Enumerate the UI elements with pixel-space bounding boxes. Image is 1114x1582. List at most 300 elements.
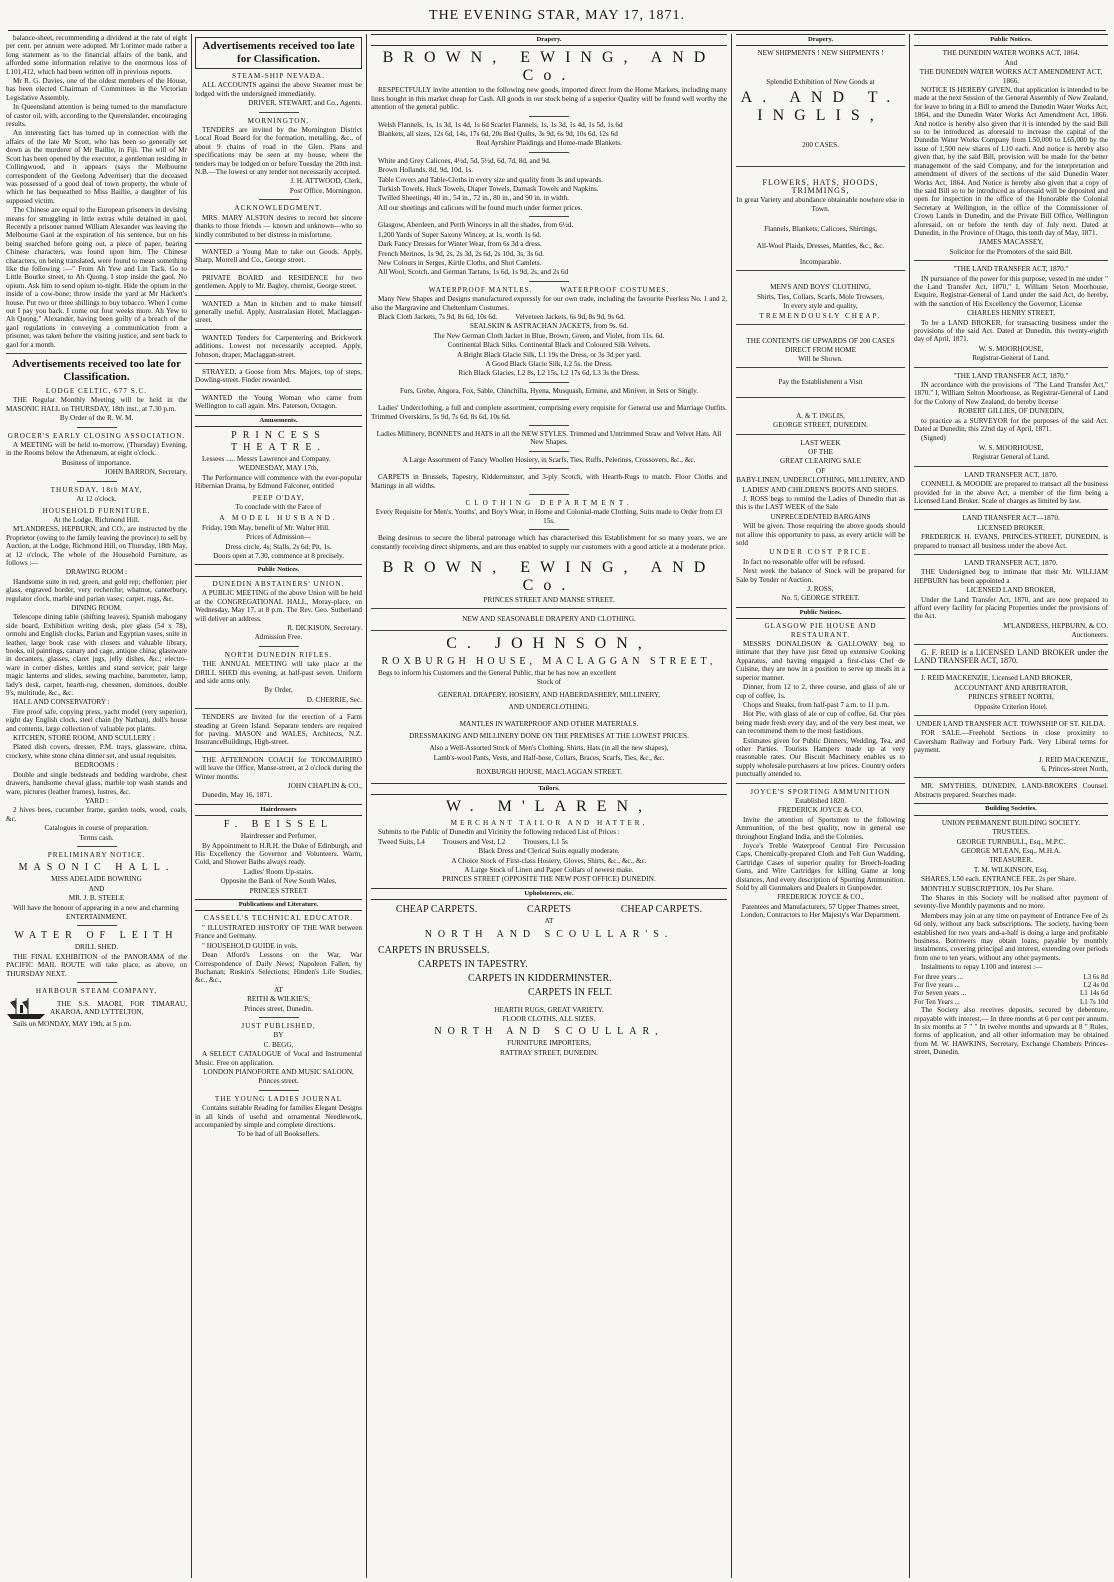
ad-line: 200 CASES. bbox=[802, 141, 839, 150]
section-heading: Advertisements received too late for Classification. bbox=[11, 358, 181, 384]
sale-line: OF bbox=[815, 466, 826, 475]
ad-note: Admission Free. bbox=[254, 633, 303, 642]
notice-title: "THE LAND TRANSFER ACT, 1870." bbox=[953, 265, 1069, 274]
society-body: SHARES, L50 each. ENTRANCE FEE, 2s per Share. bbox=[921, 875, 1077, 884]
table-cell: For Seven years ... bbox=[914, 989, 967, 998]
ad-line: In every style and quality, bbox=[783, 302, 858, 311]
hairdresser-sub: Hairdresser and Perfumer, bbox=[240, 832, 317, 841]
divider bbox=[914, 509, 1108, 510]
divider bbox=[77, 846, 117, 847]
society-name: GEORGE M'LEAN, Esq., M.H.A. bbox=[961, 846, 1061, 855]
hairdresser-title: F. BEISSEL bbox=[223, 819, 334, 831]
goods-line: French Merinos, 1s 9d, 2s, 2s 3d, 2s 6d, 2s 10d, 3s, 3s 6d. bbox=[378, 249, 544, 258]
johnson-addr: ROXBURGH HOUSE, MACLAGGAN STREET. bbox=[476, 768, 622, 777]
auction-date: THURSDAY, 18th MAY, bbox=[50, 485, 143, 494]
divider bbox=[529, 281, 569, 282]
ad-body: Estimates given for Public Dinners, Wedding, Tea, and other Parties. Tourists Hampers made up at very reasonable rates. Our Biscuit Machinery enables us to supply wholesale purchasers at low prices. Country orders punctually attended to. bbox=[736, 736, 905, 779]
hairdresser-addr: Opposite the Bank of New South Wales, bbox=[220, 877, 337, 886]
small-ad: STRAYED, a Goose from Mrs. Majors, top of steps, Dowling-street. Finder rewarded. bbox=[195, 367, 362, 385]
theatre-prices-title: Prices of Admission— bbox=[245, 533, 312, 542]
column-3 bbox=[371, 34, 727, 1578]
divider bbox=[371, 608, 727, 609]
table-cell: L2 4s 0d bbox=[1083, 981, 1108, 989]
ad-body: THE Regular Monthly Meeting will be held in the MASONIC HALL on THURSDAY, 18th inst., at 7.30 p.m. bbox=[6, 396, 187, 413]
small-ad: WANTED a Young Man to take out Goods. Apply, Sharp, Morrell and Co., George street. bbox=[195, 247, 362, 265]
divider bbox=[529, 494, 569, 495]
theatre-play: PEEP O'DAY, bbox=[252, 493, 305, 502]
firm-title: BROWN, EWING, AND Co. bbox=[382, 49, 716, 85]
theatre-doors: Doors open at 7.30, commence at 8 precisely. bbox=[213, 552, 344, 561]
auction-section-title: BEDROOMS : bbox=[74, 761, 119, 770]
sale-line: LAST WEEK bbox=[800, 438, 841, 447]
venue-title: MASONIC HALL. bbox=[18, 862, 175, 874]
divider bbox=[259, 112, 299, 113]
notice-title: LAND TRANSFER ACT, 1870. bbox=[964, 558, 1058, 567]
masthead-rule bbox=[8, 30, 1106, 31]
carpets-rugs: HEARTH RUGS, GREAT VARIETY. bbox=[494, 1005, 604, 1014]
ad-addr: Princes street. bbox=[258, 1077, 299, 1086]
category-band: Tailors. bbox=[371, 783, 727, 795]
auction-title: HOUSEHOLD FURNITURE. bbox=[42, 506, 151, 515]
column-4 bbox=[736, 34, 905, 1578]
carpets-top: CHEAP CARPETS. bbox=[620, 904, 703, 916]
johnson-line: GENERAL DRAPERY, HOSIERY, AND HABERDASHERY, MILLINERY, bbox=[438, 690, 660, 699]
ad-date: Dunedin, May 16, 1871. bbox=[202, 791, 273, 800]
notice-signature: Auctioneers. bbox=[1071, 631, 1108, 640]
ad-signature: DRIVER, STEWART, and Co., Agents. bbox=[248, 99, 362, 108]
ad-signature: JOHN CHAPLIN & CO., bbox=[287, 782, 362, 790]
ad-body: Joyce's Treble Waterproof Central Fire Percussion Caps, Chemically-prepared Cloth and Felt Gun Wadding, Cartridge Cases of superior quality for Breech-loading Guns, and Wire Cartridges for killing Game at long distances, And every description of Sporting Ammunition. Sold by all Gunmakers and Dealers in Gunpowder. bbox=[736, 842, 905, 893]
notice-body: NOTICE IS HEREBY GIVEN, that application is intended to be made at the next Session of the General Assembly of New Zealand, for leave to bring in a Bill to amend the Dunedin Water Works Act, 1864, and the Dunedin Water Works Act Amendment Act, 1866. And notice is hereby also given that it is intended by the said Bill so to be introduced as aforesaid to increase the capital of the Dunedin Water Works Company from L50,000 to L65,000 by the issue of 1,500 new shares of L10 each. And notice is hereby also given that, by the said Bill, provision will be made for the better management of the said Company, and for the interpretation and amendment of divers of the sections of the said Dunedin Water Works Act, 1864. And Notice is hereby also given that a copy of the said Bill so to be introduced as aforesaid will be deposited and open for inspection in the office of the Honorable the Colonial Secretary at Wellington, in the office of the Commissioner of Crown Lands in Dunedin, and the Private Bill Office, Wellington aforesaid, on or before the tenth day of July next. Dated at Dunedin, in the Province of Otago, this tenth day of May, 1871. bbox=[914, 86, 1108, 237]
divider bbox=[195, 389, 362, 390]
category-band: Drapery. bbox=[736, 34, 905, 46]
carpets-top: CHEAP CARPETS. bbox=[395, 904, 478, 916]
divider bbox=[259, 1017, 299, 1018]
ad-body: Will have the honour of appearing in a new and charming bbox=[13, 903, 179, 912]
inglis-title: A. AND T. INGLIS, bbox=[740, 89, 901, 125]
ad-title: THE YOUNG LADIES JOURNAL bbox=[214, 1094, 343, 1103]
divider bbox=[259, 199, 299, 200]
steamship-icon bbox=[6, 996, 46, 1020]
divider bbox=[195, 269, 362, 270]
mlaren-intro: Submits to the Public of Dunedin and Vicinity the following reduced List of Prices : bbox=[378, 828, 620, 837]
divider bbox=[736, 434, 905, 435]
theatre-farce: A MODEL HUSBAND. bbox=[219, 514, 338, 523]
notice-body: FOR SALE.—Freehold Sections in close proximity to Caversham Railway and Forbury Park. Very Liberal terms for payment. bbox=[914, 729, 1108, 755]
goods-line: Twilled Sheetings, 40 in., 54 in., 72 in., 80 in., and 90 in. in width. bbox=[378, 194, 569, 203]
category-band: Public Notices. bbox=[914, 34, 1108, 46]
divider bbox=[736, 324, 905, 325]
theatre-prices: Dress circle, 4s; Stalls, 2s 6d; Pit, 1s. bbox=[225, 542, 332, 551]
ad-body: In fact no reasonable offer will be refused. bbox=[743, 557, 866, 566]
ad-firm: FREDERICK JOYCE & CO. bbox=[777, 806, 864, 815]
society-body: The Shares in this Society will be realised after payment of seventy-five Monthly payments and no more. bbox=[914, 893, 1108, 911]
ad-line: Incomparable. bbox=[799, 258, 842, 267]
ad-signature: By Order of the R. W. M. bbox=[59, 414, 134, 423]
notice-body: J. REID MACKENZIE, Licensed LAND BROKER, bbox=[921, 674, 1073, 683]
ad-line: Will be Shown. bbox=[798, 354, 843, 363]
ad-title: GLASGOW PIE HOUSE AND RESTAURANT. bbox=[764, 622, 877, 639]
johnson-line: DRESSMAKING AND MILLINERY DONE ON THE PREMISES AT THE LOWEST PRICES. bbox=[409, 731, 689, 740]
notice-line: Opposite Criterion Hotel. bbox=[974, 702, 1048, 711]
divider bbox=[529, 468, 569, 469]
carpets-line: CARPETS IN FELT. bbox=[528, 986, 613, 998]
ad-body: A MEETING will be held to-morrow, (Thursday) Evening, in the Rooms below the Athenæum, at eight o'clock. bbox=[6, 441, 187, 458]
divider bbox=[914, 260, 1108, 261]
ad-line: A. & T. INGLIS, bbox=[796, 411, 845, 420]
ad-by: BY bbox=[273, 1031, 284, 1040]
divider bbox=[914, 466, 1108, 467]
divider bbox=[259, 1090, 299, 1091]
column-1 bbox=[6, 34, 187, 1578]
goods-line: Blankets, all sizes, 12s 6d, 14s, 17s 6d, 20s Bed Quilts, 3s 9d, 6s 9d, 10s 6d, 12s 6d bbox=[378, 130, 618, 139]
goods-line: Many New Shapes and Designs manufactured expressly for our own trade, including the favourite Peerless No. 1 and 2, also the Margravine and Cheltenham Costumes. bbox=[371, 295, 727, 312]
notice-signed: (Signed) bbox=[921, 434, 946, 443]
news-paragraph: Mr R. G. Davies, one of the oldest members of the House, has been elected Chairman of Committees in the Victorian Legislative Assembly. bbox=[6, 77, 187, 102]
category-band: Drapery. bbox=[371, 34, 727, 46]
ad-signature: JOHN BARRON, Secretary. bbox=[104, 468, 187, 477]
ad-body: TENDERS are Invited for the erection of a Farm steading at Green Island. Separate tenders are required for paving. MASON and WALES, Architects, N.Z. InsuranceBuildings, High-street. bbox=[195, 713, 362, 747]
notice-name: LICENSED LAND BROKER, bbox=[966, 586, 1056, 595]
ad-title: JUST PUBLISHED, bbox=[241, 1021, 316, 1030]
ad-body: THE FINAL EXHIBITION of the PANORAMA of the PACIFIC MAIL ROUTE will take place, as above, on THURSDAY NEXT. bbox=[6, 952, 187, 978]
category-band: Hairdressers bbox=[195, 804, 362, 816]
news-paragraph: The Chinese are equal to the European prisoners in devising means for smuggling in little extras while detained in gaol. Recently a prisoner named William Alexander was leaving the Melbourne Gaol at the expiration of his sentence, but on his being searched before going out, a piece of paper, bearing Chinese characters, was found upon him. The Chinese characters, on being translated, were found to mean something like the following :—" From Ah Yew and Lin Tack. Go to Little Bourke street, to Ah Quong. I stop inside the gaol. No opium. Ask him to send opium to-night. Hide the opium in the inside of a cow-bone; throw inside the yard at Mr Hackett's house. Put two or three shillings to buy tobacco. When I come out I pay you back. I come out four weeks more. Ah Yew to Ah Quong." Alexander, having been guilty of a breach of the gaol regulations in conveying a communication from a prisoner, was taken before the visiting justice, and sent back to gaol for a month. bbox=[6, 206, 187, 349]
divider bbox=[195, 329, 362, 330]
goods-line: 1,200 Yards of Super Saxony Wincey, at 1s, worth 1s 6d. bbox=[378, 230, 542, 239]
divider bbox=[77, 481, 117, 482]
column-rule bbox=[909, 34, 910, 1578]
auction-time: At 12 o'clock. bbox=[76, 495, 117, 504]
ad-signature: FREDERICK JOYCE & CO., bbox=[777, 893, 864, 902]
divider bbox=[195, 363, 362, 364]
society-body: Members may join at any time on payment of Entrance Fee of 2s 6d only, without any back subscriptions. The society, having been established for two years and-a-half is doing a large and profitable business. Borrowers may obtain loans, payable by monthly instalments, covering principal and interest, extending over periods from one to ten years, without any other payments. bbox=[914, 911, 1108, 962]
ad-line: THE CONTENTS OF UPWARDS OF 200 CASES DIRECT FROM HOME bbox=[746, 337, 895, 354]
ad-addr: No. 5, GEORGE STREET. bbox=[781, 594, 860, 603]
notice-title: LAND TRANSFER ACT—1870. bbox=[962, 514, 1060, 523]
auction-items: 2 hives bees, cucumber frame, garden tools, wood, coals, &c. bbox=[6, 806, 187, 823]
auction-section-title: YARD : bbox=[84, 796, 109, 805]
goods-line: Every Requisite for Men's, Youths', and Boy's Wear, in Home and Colonial-made Clothing, Suits made to Order from £3 15s. bbox=[375, 508, 723, 525]
carpets-line: CARPETS IN TAPESTRY. bbox=[418, 958, 528, 970]
notice-body: THE Undersigned beg to intimate that their Mr. WILLIAM HEPBURN has been appointed a bbox=[914, 568, 1108, 585]
theatre-lessees: Lessees ..... Messrs Lawrence and Company. bbox=[202, 455, 331, 463]
johnson-also: Lamb's-wool Pants, Vests, and Half-hose, Collars, Braces, Scarfs, Ties, &c., &c. bbox=[433, 753, 665, 762]
ad-body: MRS. MARY ALSTON desires to record her sincere thanks to those friends — known and unknown—who so kindly contributed to her distress in misfortune. bbox=[195, 213, 362, 239]
ad-addr: Princes street, Dunedin. bbox=[244, 1004, 313, 1013]
divider bbox=[529, 529, 569, 530]
johnson-line: AND UNDERCLOTHING. bbox=[508, 703, 590, 712]
notice-body: G. F. REID is a LICENSED LAND BROKER under the LAND TRANSFER ACT, 1870. bbox=[914, 647, 1108, 665]
column-rule bbox=[366, 34, 367, 1578]
ad-signature: R. DICKISON, Secretary. bbox=[287, 623, 362, 632]
repayment-table bbox=[914, 973, 1108, 1007]
society-label: TRUSTEES. bbox=[992, 828, 1030, 837]
news-paragraph: balance-sheet, recommending a dividend at the rate of eight per cent. per annum were adopted. Mr Lorimer made rather a long statement as to the financial affairs of the bank, and afforded some information relative to the enormous loss of L101,412, which had been written off in previous reports. bbox=[6, 34, 187, 76]
small-ad: PRIVATE BOARD and RESIDENCE for two gentlemen. Apply to Mr. Bagley, chemist, George street. bbox=[195, 273, 362, 291]
goods-line: Real Ayrshire Plaidings and Home-made Blankets. bbox=[476, 139, 622, 148]
ad-body: THE S.S. MAORI, FOR TIMARAU, AKAROA, AND LYTTELTON, bbox=[50, 1000, 187, 1017]
ad-body: THE AFTERNOON COACH for TOKOMAIRIRO will leave the Office, Manse-street, at 2 o'clock during the Winter months. bbox=[195, 755, 362, 781]
notice-body: to practice as a SURVEYOR for the purposes of the said Act. Dated at Dunedin, this 22nd day of April, 1871. bbox=[914, 416, 1108, 434]
ad-body: THE ANNUAL MEETING will take place at the DRILL SHED this evening, at half-past seven. Uniform and side arms only. bbox=[195, 660, 362, 685]
notice-name: CHARLES HENRY STREET, bbox=[966, 309, 1056, 318]
ad-body: Next week the balance of Stock will be prepared for Sale by Tender or Auction. bbox=[736, 567, 905, 584]
notice-and: And bbox=[1004, 58, 1018, 67]
society-label: TREASURER. bbox=[989, 856, 1033, 865]
category-band: Publications and Literature. bbox=[195, 899, 362, 911]
carpets-addr: RATTRAY STREET, DUNEDIN. bbox=[500, 1048, 598, 1057]
sale-line: GREAT CLEARING SALE bbox=[780, 457, 861, 466]
goods-line: CARPETS in Brussels, Tapestry, Kidderminster, and 3-ply Scotch, with Hearth-Rugs to match. Floor Cloths and Mattings in all widths. bbox=[371, 473, 727, 490]
column-2 bbox=[195, 34, 362, 1578]
ad-title: GROCER'S EARLY CLOSING ASSOCIATION. bbox=[7, 431, 186, 440]
divider bbox=[736, 367, 905, 368]
table-row bbox=[914, 989, 1108, 997]
divider bbox=[195, 295, 362, 296]
society-title: UNION PERMANENT BUILDING SOCIETY. bbox=[941, 818, 1081, 827]
ad-line: FLOWERS, HATS, HOODS, TRIMMINGS, bbox=[762, 177, 879, 196]
notice-title: THE DUNEDIN WATER WORKS ACT, 1864. bbox=[942, 49, 1080, 58]
ad-signature: D. CHERRIE, Sec. bbox=[306, 695, 362, 704]
firm-title: BROWN, EWING, AND Co. bbox=[382, 559, 716, 595]
goods-line: A Good Black Glacie Silk, L2 5s. the Dress. bbox=[485, 359, 613, 368]
notice-signature: 6, Princes-street North, bbox=[1041, 765, 1108, 774]
ad-body: A PUBLIC MEETING of the above Union will be held at the CONGREGATIONAL HALL, Moray-place, on Wednesday, May 17, at 8 p.m. The Rev. Geo. Sutherland will deliver an address. bbox=[195, 589, 362, 623]
ad-line: Splendid Exhibition of New Goods at bbox=[766, 77, 875, 86]
sale-line: LADIES' AND CHILDREN'S BOOTS AND SHOES. bbox=[742, 485, 899, 494]
divider bbox=[914, 669, 1108, 670]
mlaren-prices: Tweed Suits, L4 Trousers and Vest, L2 Trousers, L1 5s bbox=[378, 837, 568, 846]
ad-intro: RESPECTFULLY invite attention to the following new goods, imported direct from the Home Markets, including many lines bought in this market cheap for Cash. All goods in our stock being of a superior Quality will be found well worthy the attention of the general public. bbox=[371, 86, 727, 112]
notice-signature: Registrar General of Land. bbox=[972, 453, 1050, 462]
auction-items: Telescope dining table (shifting leaves), Spanish mahogany side board, Exhibition writing desk, pier glass (54 x 78), ormolu and English clocks, Parian and Egyptian vases, suite in leather, large book case with closets and valuable library, books, oil paintings, canary and cage, antique china; glassware in decanters, glasses, claret jugs, jelly dishes, &c.; electro-ware in corner dishes, kettles and stand service; pair large magic lanterns and slides, sewing machine, barometer, lamp, lady's desk, carpet, hearth-rug, chessmen, dominoes, double 9's, multitude, &c., &c. bbox=[6, 613, 187, 698]
news-paragraph: In Queensland attention is being turned to the manufacture of castor oil, with, according to the Queenslander, encouraging results. bbox=[6, 103, 187, 129]
divider bbox=[529, 382, 569, 383]
ad-title: JOYCE'S SPORTING AMMUNITION bbox=[750, 787, 891, 796]
small-ad: WANTED Tenders for Carpentering and Brickwork additions. Lowest not necessarily accepted. Apply, Johnson, draper, Maclaggan-street. bbox=[195, 333, 362, 359]
table-row bbox=[914, 981, 1108, 989]
carpets-top: CARPETS bbox=[527, 904, 571, 916]
goods-line: Ladies Millinery, BONNETS and HATS in all the NEW STYLES. Trimmed and Untrimmed Straw and Velvet Hats. All New Shapes. bbox=[376, 430, 722, 447]
table-cell: L1 14s 6d bbox=[1080, 989, 1108, 998]
ad-sailing: Sails on MONDAY, MAY 19th, at 5 p.m. bbox=[13, 1020, 132, 1029]
ad-est: Established 1820. bbox=[794, 796, 847, 805]
goods-line: The New German Cloth Jacket in Blue, Brown, Green, and Violet, from 11s. 6d. bbox=[433, 331, 665, 340]
ad-name: C. BEGG, bbox=[263, 1040, 294, 1049]
auction-intro: M'LANDRESS, HEPBURN, and CO., are instructed by the Proprietor (owing to the family leaving the province) to sell by Auction, at the Lodge, Richmond Hill, on Thursday, 18th May, at 12 o'clock, The whole of the Household Furniture, as follows :— bbox=[6, 525, 187, 567]
notice-signature: JAMES MACASSEY, bbox=[978, 238, 1044, 247]
notice-title: "THE LAND TRANSFER ACT, 1870." bbox=[953, 371, 1069, 380]
ad-item: " ILLUSTRATED HISTORY OF THE WAR between France and Germany. bbox=[195, 923, 362, 941]
notice-body: IN accordance with the provisions of "The Land Transfer Act," 1870." I, William Selton Moorhouse, as Registrar-General of Land for the Colony of New Zealand, do hereby license bbox=[914, 381, 1108, 406]
auction-place: At the Lodge, Richmond Hill. bbox=[53, 515, 140, 524]
ad-line: GEORGE STREET, DUNEDIN. bbox=[773, 421, 868, 430]
ad-signature: Post Office, Mornington. bbox=[289, 186, 362, 195]
category-band: Public Notices. bbox=[736, 607, 905, 619]
ad-signature: J. ROSS, bbox=[807, 585, 834, 594]
hairdresser-ladies: Ladies' Room Up-stairs. bbox=[243, 867, 314, 876]
clothing-heading: CLOTHING DEPARTMENT. bbox=[465, 499, 633, 508]
sale-line: OF THE bbox=[808, 447, 833, 456]
notice-signature: Solicitor for the Promoters of the said Bill. bbox=[949, 247, 1073, 256]
theatre-date: WEDNESDAY, MAY 17th, bbox=[238, 464, 319, 473]
ad-body: ALL ACCOUNTS against the above Steamer must be lodged with the undersigned immediately. bbox=[195, 81, 362, 98]
ad-subtitle: DRILL SHED. bbox=[74, 943, 119, 952]
divider bbox=[736, 270, 905, 271]
carpets-imp: FURNITURE IMPORTERS, bbox=[507, 1039, 591, 1048]
ad-title: PRELIMINARY NOTICE. bbox=[47, 850, 146, 859]
shipment-heading: NEW SHIPMENTS ! NEW SHIPMENTS ! bbox=[757, 49, 884, 58]
goods-line: All Wool, Scotch, and German Tartans, 1s 6d, 1s 9d, 2s, and 2s 6d bbox=[378, 268, 569, 277]
ad-body: Dinner, from 12 to 2, three course, and glass of ale or cup of coffee, 1s. bbox=[736, 683, 905, 700]
performer-and: AND bbox=[88, 884, 105, 893]
ad-title: WATER OF LEITH bbox=[14, 930, 179, 942]
goods-line: Brown Hollands, 8d, 9d, 10d, 1s. bbox=[378, 166, 474, 175]
ad-title: DUNEDIN ABSTAINERS' UNION. bbox=[212, 579, 345, 588]
theatre-benefit: Friday, 19th May, benefit of Mr. Walter Hill. bbox=[202, 523, 330, 532]
category-band: Upholsterers, etc. bbox=[371, 888, 727, 900]
ad-shop: REITH & WILKIE'S, bbox=[247, 995, 310, 1004]
notice-line: PRINCES STREET NORTH, bbox=[968, 693, 1054, 702]
goods-line: Glasgow, Aberdeen, and Perth Winceys in all the shades, from 6½d. bbox=[378, 221, 574, 230]
divider bbox=[195, 243, 362, 244]
divider bbox=[529, 451, 569, 452]
auction-section-title: KITCHEN, STORE ROOM, AND SCULLERY : bbox=[13, 734, 155, 743]
society-name: T. M. WILKINSON, Esq. bbox=[973, 865, 1049, 874]
notice-name: ROBERT GILLIES, OF DUNEDIN, bbox=[958, 407, 1064, 416]
ad-line: In great Variety and abundance obtainable nowhere else in Town. bbox=[736, 196, 905, 213]
divider bbox=[529, 216, 569, 217]
auction-section-title: DINING ROOM. bbox=[71, 603, 122, 612]
divider bbox=[6, 353, 187, 354]
mlaren-trade: MERCHANT TAILOR AND HATTER, bbox=[450, 818, 648, 827]
goods-line: Ladies' Underclothing, a full and complete assortment, comprising every requisite for General use and Marriage Outfits. Trimmed Overskirts, 5s 9d, 7s 6d, 8s 6d, 10s 6d. bbox=[371, 404, 727, 421]
goods-line: Furs, Grebe, Angora, Fox, Sable, Chinchilla, Hyena, Musquash, Ermine, and Miniver, in Sets or Singly. bbox=[399, 386, 699, 395]
divider bbox=[77, 982, 117, 983]
ad-title: ENTERTAINMENT. bbox=[66, 912, 127, 921]
auction-items: Handsome suite in red, green, and gold rep; cheffonier; pier glass, engraved border, very recherche; whatnot, canterbury, regulator clock, marble and parian vases; carpet, rugs, &c. bbox=[6, 577, 187, 603]
johnson-intro: Begs to inform his Customers and the General Public, that he has now an excellent bbox=[378, 668, 617, 677]
auction-section-title: DRAWING ROOM : bbox=[65, 568, 128, 577]
category-band: Public Notices. bbox=[195, 564, 362, 576]
ad-line: Shirts, Ties, Collars, Scarfs, Mole Trowsers, bbox=[757, 292, 884, 301]
auction-items: Plated dish covers, dresser, P.M. trays, glassware, china, crockery, white stone china dinner set, and usual requisites. bbox=[6, 743, 187, 760]
notice-title: LAND TRANSFER ACT, 1870. bbox=[964, 470, 1058, 479]
notice-signature: W. S. MOORHOUSE, bbox=[978, 443, 1044, 452]
mlaren-line: A Choice Stock of First-class Hosiery, Gloves, Shirts, &c., &c., &c. bbox=[451, 856, 647, 865]
ad-note: By Order, bbox=[264, 686, 293, 695]
divider bbox=[195, 708, 362, 709]
goods-line: Turkish Towels, Huck Towels, Diaper Towels, Damask Towels and Napkins. bbox=[378, 185, 599, 194]
auction-terms: Terms cash. bbox=[79, 833, 114, 842]
goods-line: Black Cloth Jackets, 7s 9d, 8s 6d, 10s 6d. Velveteen Jackets, 6s 9d, 8s 9d, 9s 6d. bbox=[378, 312, 625, 321]
carpets-firm: NORTH AND SCOULLAR, bbox=[434, 1026, 664, 1038]
ad-body: Contains suitable Reading for families Elegant Designs in all kinds of useful and ornamental Needlework, accompanied by simple and complete directions. bbox=[195, 1104, 362, 1129]
divider bbox=[736, 783, 905, 784]
notice-body: MR. SMYTHIES, DUNEDIN, LAND-BROKERS Counsel. Abstracts prepared. Searches made. bbox=[914, 782, 1108, 799]
ad-shop: LONDON PIANOFORTE AND MUSIC SALOON, bbox=[203, 1067, 354, 1076]
divider bbox=[914, 554, 1108, 555]
theatre-title: PRINCESS THEATRE. bbox=[231, 430, 326, 453]
notice-line: ACCOUNTANT AND ARBITRATOR, bbox=[954, 683, 1068, 692]
column-rule bbox=[191, 34, 192, 1578]
ad-line: All-Wool Plaids, Dresses, Mantles, &c., &c. bbox=[756, 241, 885, 250]
society-name: GEORGE TURNBULL, Esq., M.P.C. bbox=[956, 837, 1066, 846]
carpets-firm: NORTH AND SCOULLAR'S. bbox=[424, 928, 674, 940]
ad-title: HARBOUR STEAM COMPANY, bbox=[35, 987, 158, 995]
auction-items: Double and single bedsteads and bedding wardrobe, chest drawers, handsome cheval glass, marble top wash stands and ware, pictures (leather frames), lustres, &c. bbox=[6, 770, 187, 796]
ad-at: AT bbox=[274, 985, 283, 994]
johnson-name: C. JOHNSON, bbox=[446, 634, 652, 652]
ad-line: UNDER COST PRICE. bbox=[769, 548, 872, 557]
ad-line: Flannels, Blankets, Calicoes, Shirtings, bbox=[764, 225, 877, 234]
mantles-heading: WATERPROOF MANTLES. WATERPROOF COSTUMES. bbox=[428, 285, 670, 294]
notice-signature: Registrar-General of Land. bbox=[972, 354, 1050, 363]
hairdresser-street: PRINCES STREET bbox=[249, 886, 308, 895]
ad-signature: To be had of all Booksellers. bbox=[237, 1130, 320, 1139]
divider bbox=[259, 646, 299, 647]
performer: MISS ADELAIDE BOWRING bbox=[51, 875, 142, 884]
divider bbox=[77, 925, 117, 926]
divider bbox=[736, 397, 905, 398]
ad-body: Will be given. Those requiring the above goods should not allow this opportunity to pass, as every article will be sold bbox=[736, 522, 905, 547]
notice-title: LICENSED BROKER. bbox=[977, 523, 1045, 532]
divider bbox=[529, 152, 569, 153]
ad-line: MEN'S AND BOYS' CLOTHING, bbox=[770, 283, 871, 292]
goods-line: Welsh Flannels, 1s, 1s 3d, 1s 4d, 1s 6d Scarlet Flannels, 1s, 1s 3d, 1s 4d, 1s 5d, 1s 6d bbox=[378, 120, 623, 129]
notice-body: To be a LAND BROKER, for transacting business under the provisions of the said Act. Dated at Dunedin, this twenty-eighth day of April, 1871. bbox=[914, 318, 1108, 344]
carpets-header bbox=[371, 903, 727, 917]
divider bbox=[529, 425, 569, 426]
goods-line: A Bright Black Glacie Silk, L1 19s the Dress, or 3s 3d per yard. bbox=[457, 350, 641, 359]
divider bbox=[914, 715, 1108, 716]
notice-title: UNDER LAND TRANSFER ACT. TOWNSHIP OF ST. KILDA. bbox=[916, 720, 1106, 729]
ad-body: Hot Pie, with glass of ale or cup of coffee, 6d. Our pies being made fresh every day, and of the very best meat, we can recommend them to the most fastidious. bbox=[736, 710, 905, 736]
sale-line: BABY-LINEN, UNDERCLOTHING, MILLINERY, AND bbox=[736, 476, 905, 485]
ad-title: STEAM-SHIP NEVADA. bbox=[231, 72, 326, 80]
column-5 bbox=[914, 34, 1108, 1578]
ad-closing: Being desirous to secure the liberal patronage which has characterised this Establishment for so many years, we are constantly receiving direct shipments, and are thus enabled to supply our customers with a good article at a moderate price. bbox=[371, 534, 727, 551]
divider bbox=[77, 427, 117, 428]
divider bbox=[736, 166, 905, 167]
goods-line: Continental Black Silks. Continental Black and Coloured Silk Velvets. bbox=[447, 341, 651, 350]
carpets-at: AT bbox=[544, 917, 554, 926]
ad-title: NORTH DUNEDIN RIFLES. bbox=[224, 650, 333, 659]
goods-line: White and Grey Calicoes, 4½d, 5d, 5½d, 6d, 7d, 8d, and 9d. bbox=[378, 156, 551, 165]
divider bbox=[529, 116, 569, 117]
small-ad: WANTED a Man in kitchen and to make himself generally useful. Apply, Australasian Hotel, Maclaggan-street. bbox=[195, 299, 362, 325]
johnson-stock: Stock of bbox=[536, 678, 562, 687]
goods-line: All our sheetings and calicoes will be found much under former prices. bbox=[378, 203, 583, 212]
table-cell: For three years ... bbox=[914, 972, 963, 981]
table-cell: For five years ... bbox=[914, 981, 960, 989]
table-cell: L3 6s 8d bbox=[1083, 972, 1108, 981]
ad-body: MESSRS DONALDSON & GALLOWAY beg to intimate that they have just fitted up extensive Cooking Apparatus, and having engaged a first-class Chef de Cuisine, they are now in a position to serve up meals in a superior manner. bbox=[736, 640, 905, 682]
notice-title: THE DUNEDIN WATER WORKS ACT AMENDMENT ACT, 1866. bbox=[919, 68, 1103, 85]
society-body: MONTHLY SUBSCRIPTION, 10s Per Share. bbox=[921, 884, 1054, 893]
ad-body: A SELECT CATALOGUE of Vocal and Instrumental Music. Free on application. bbox=[195, 1050, 362, 1067]
divider bbox=[195, 751, 362, 752]
johnson-line: MANTLES IN WATERPROOF AND OTHER MATERIALS. bbox=[459, 719, 639, 728]
ad-body: Invite the attention of Sportsmen to the following Ammunition, of the best quality, now in general use throughout England India, and the Colonies. bbox=[736, 815, 905, 841]
ad-line: UNPRECEDENTED BARGAINS bbox=[770, 512, 871, 521]
johnson-also: Also a Well-Assorted Stock of Men's Clothing, Shirts, Hats (in all the new shapes), bbox=[429, 744, 669, 753]
notice-signature: M'LANDRESS, HEPBURN, & CO. bbox=[1003, 621, 1108, 630]
auction-note: Catalogues in course of preparation. bbox=[44, 824, 149, 833]
masthead: THE EVENING STAR, MAY 17, 1871. bbox=[429, 8, 685, 23]
column-rule bbox=[731, 34, 732, 1578]
